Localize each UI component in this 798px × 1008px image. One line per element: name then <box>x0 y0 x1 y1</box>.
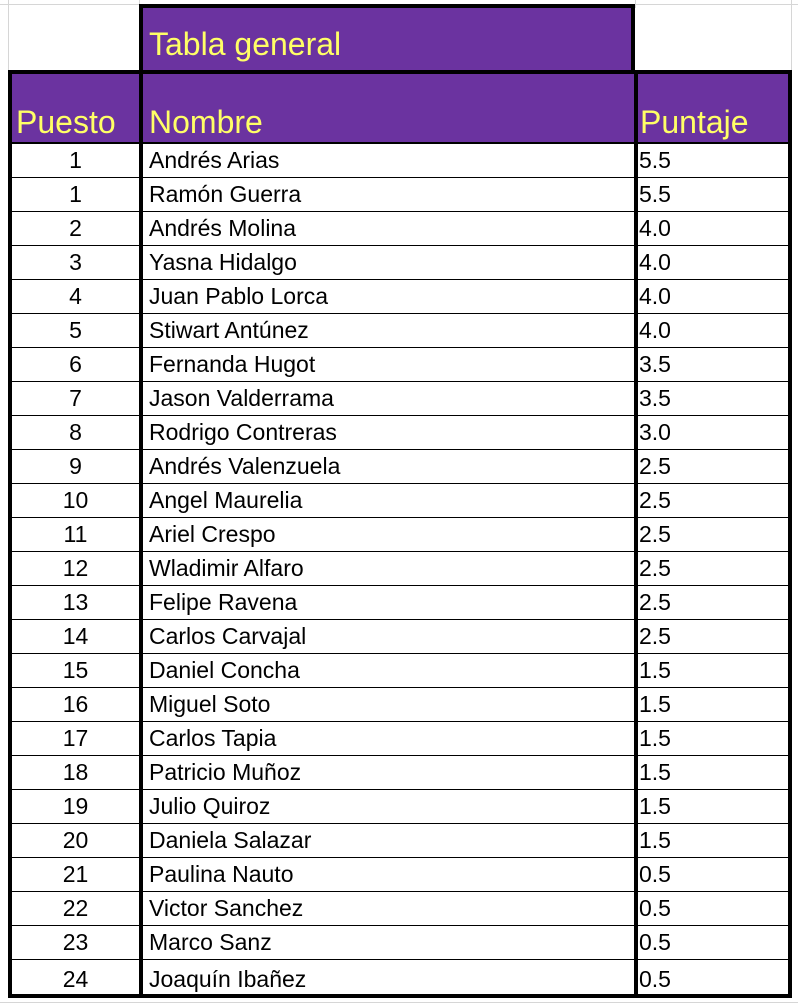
puesto-cell[interactable]: 22 <box>62 895 89 921</box>
puntaje-cell[interactable]: 2.5 <box>639 589 671 615</box>
puesto-cell[interactable]: 14 <box>62 623 89 649</box>
puntaje-cell[interactable]: 1.5 <box>639 691 671 717</box>
header-puntaje[interactable]: Puntaje <box>640 104 749 140</box>
nombre-cell[interactable]: Daniel Concha <box>149 657 300 683</box>
table-row <box>12 858 788 892</box>
table-row <box>12 416 788 450</box>
puesto-cell[interactable]: 1 <box>69 147 82 173</box>
nombre-cell[interactable]: Ariel Crespo <box>149 521 276 547</box>
nombre-cell[interactable]: Carlos Carvajal <box>149 623 307 649</box>
puntaje-cell[interactable]: 4.0 <box>639 249 671 275</box>
puesto-cell[interactable]: 19 <box>62 793 89 819</box>
nombre-cell[interactable]: Joaquín Ibañez <box>149 966 307 992</box>
puesto-cell[interactable]: 21 <box>62 861 89 887</box>
nombre-cell[interactable]: Jason Valderrama <box>149 385 334 411</box>
puesto-cell[interactable]: 7 <box>69 385 82 411</box>
puntaje-cell[interactable]: 2.5 <box>639 453 671 479</box>
table-row <box>12 280 788 314</box>
table-row <box>12 382 788 416</box>
puntaje-cell[interactable]: 1.5 <box>639 759 671 785</box>
table-header-row <box>12 74 788 144</box>
puesto-cell[interactable]: 20 <box>62 827 89 853</box>
nombre-cell[interactable]: Stiwart Antúnez <box>149 317 309 343</box>
nombre-cell[interactable]: Juan Pablo Lorca <box>149 283 329 309</box>
puntaje-cell[interactable]: 1.5 <box>639 657 671 683</box>
nombre-cell[interactable]: Daniela Salazar <box>149 827 312 853</box>
puesto-cell[interactable]: 10 <box>62 487 89 513</box>
table-row <box>12 892 788 926</box>
table-row <box>12 654 788 688</box>
puesto-cell[interactable]: 12 <box>62 555 89 581</box>
puntaje-cell[interactable]: 4.0 <box>639 317 671 343</box>
puntaje-cell[interactable]: 5.5 <box>639 181 671 207</box>
puntaje-cell[interactable]: 2.5 <box>639 623 671 649</box>
puesto-cell[interactable]: 1 <box>69 181 82 207</box>
puesto-cell[interactable]: 13 <box>62 589 89 615</box>
puesto-cell[interactable]: 6 <box>69 351 82 377</box>
header-nombre[interactable]: Nombre <box>149 104 263 140</box>
table-row <box>12 620 788 654</box>
puesto-cell[interactable]: 17 <box>62 725 89 751</box>
nombre-cell[interactable]: Andrés Arias <box>149 147 280 173</box>
puntaje-cell[interactable]: 4.0 <box>639 283 671 309</box>
puesto-cell[interactable]: 15 <box>62 657 89 683</box>
table-row <box>12 552 788 586</box>
table-row <box>12 246 788 280</box>
table-row <box>12 348 788 382</box>
table-row <box>12 484 788 518</box>
puesto-cell[interactable]: 3 <box>69 249 82 275</box>
gridline <box>791 0 792 72</box>
table-row <box>12 824 788 858</box>
puntaje-cell[interactable]: 0.5 <box>639 929 671 955</box>
nombre-cell[interactable]: Marco Sanz <box>149 929 272 955</box>
header-puesto[interactable]: Puesto <box>16 104 116 140</box>
nombre-cell[interactable]: Ramón Guerra <box>149 181 302 207</box>
table-title-cell[interactable] <box>139 4 635 72</box>
puesto-cell[interactable]: 11 <box>63 521 88 547</box>
puntaje-cell[interactable]: 0.5 <box>639 966 671 992</box>
puntaje-cell[interactable]: 1.5 <box>639 827 671 853</box>
puesto-cell[interactable]: 24 <box>62 966 89 992</box>
puntaje-cell[interactable]: 5.5 <box>639 147 671 173</box>
nombre-cell[interactable]: Wladimir Alfaro <box>149 555 304 581</box>
nombre-cell[interactable]: Andrés Molina <box>149 215 297 241</box>
nombre-cell[interactable]: Andrés Valenzuela <box>149 453 341 479</box>
gridline <box>8 0 9 72</box>
nombre-cell[interactable]: Carlos Tapia <box>149 725 277 751</box>
table-body <box>12 144 788 1000</box>
nombre-cell[interactable]: Victor Sanchez <box>149 895 304 921</box>
puntaje-cell[interactable]: 1.5 <box>639 793 671 819</box>
puntaje-cell[interactable]: 3.5 <box>639 385 671 411</box>
puntaje-cell[interactable]: 1.5 <box>639 725 671 751</box>
table-row <box>12 960 788 1000</box>
table-row <box>12 688 788 722</box>
table-title: Tabla general <box>149 26 342 62</box>
puesto-cell[interactable]: 16 <box>62 691 89 717</box>
puesto-cell[interactable]: 23 <box>62 929 89 955</box>
puntaje-cell[interactable]: 0.5 <box>639 895 671 921</box>
table-row <box>12 518 788 552</box>
table-row <box>12 144 788 178</box>
puesto-cell[interactable]: 18 <box>62 759 89 785</box>
puntaje-cell[interactable]: 3.5 <box>639 351 671 377</box>
puntaje-cell[interactable]: 2.5 <box>639 555 671 581</box>
puntaje-cell[interactable]: 3.0 <box>639 419 671 445</box>
ranking-table <box>8 70 792 998</box>
nombre-cell[interactable]: Paulina Nauto <box>149 861 294 887</box>
table-row <box>12 314 788 348</box>
puntaje-cell[interactable]: 0.5 <box>639 861 671 887</box>
table-row <box>12 756 788 790</box>
nombre-cell[interactable]: Julio Quiroz <box>149 793 271 819</box>
puntaje-cell[interactable]: 2.5 <box>639 487 671 513</box>
nombre-cell[interactable]: Angel Maurelia <box>149 487 303 513</box>
table-row <box>12 212 788 246</box>
table-row <box>12 926 788 960</box>
nombre-cell[interactable]: Yasna Hidalgo <box>149 249 297 275</box>
puntaje-cell[interactable]: 2.5 <box>639 521 671 547</box>
puesto-cell[interactable]: 5 <box>69 317 82 343</box>
nombre-cell[interactable]: Patricio Muñoz <box>149 759 302 785</box>
nombre-cell[interactable]: Miguel Soto <box>149 691 271 717</box>
table-row <box>12 178 788 212</box>
nombre-cell[interactable]: Rodrigo Contreras <box>149 419 337 445</box>
nombre-cell[interactable]: Fernanda Hugot <box>149 351 316 377</box>
gridline <box>0 1002 798 1003</box>
puesto-cell[interactable]: 2 <box>69 215 82 241</box>
table-row <box>12 722 788 756</box>
puesto-cell[interactable]: 8 <box>69 419 82 445</box>
puesto-cell[interactable]: 4 <box>69 283 82 309</box>
puntaje-cell[interactable]: 4.0 <box>639 215 671 241</box>
table-row <box>12 586 788 620</box>
table-row <box>12 450 788 484</box>
puesto-cell[interactable]: 9 <box>69 453 82 479</box>
nombre-cell[interactable]: Felipe Ravena <box>149 589 298 615</box>
table-row <box>12 790 788 824</box>
